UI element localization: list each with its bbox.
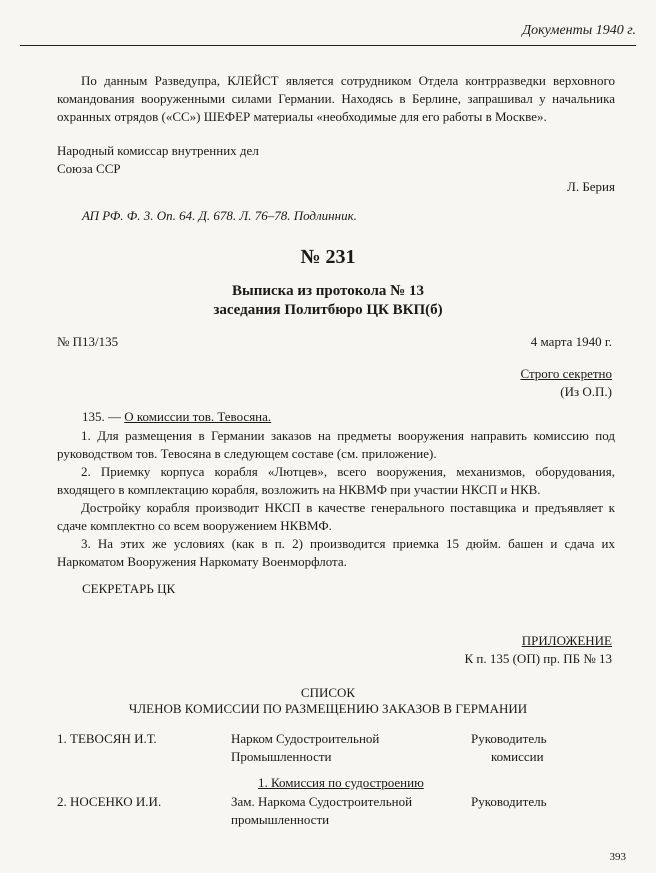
member-position — [231, 793, 471, 829]
decision-paragraph-1: 1. Для размещения в Германии заказов на предметы вооружения направить комиссию под руководством тов. Тевосяна в следующем составе (см. приложение). — [57, 428, 615, 461]
document-number: № 231 — [300, 246, 356, 268]
agenda-item-title: О комиссии тов. Тевосяна. — [124, 409, 272, 424]
member-position-line2: Промышленности — [231, 749, 332, 764]
member-position-line1: Зам. Наркома Судостроительной — [231, 794, 413, 809]
section-title: 1. Комиссия по судостроению — [258, 775, 424, 790]
document-title-line2: заседания Политбюро ЦК ВКП(б) — [213, 302, 443, 318]
protocol-number: № П13/135 — [57, 334, 119, 349]
member-role — [471, 793, 621, 811]
decision-paragraph-3: 3. На этих же условиях (как в п. 2) производится приемка 15 дюйм. башен и сдача их Наркоматом Вооружения Наркомату Военморфлота. — [57, 536, 615, 569]
member-role — [471, 730, 621, 766]
member-role-line1: Руководитель — [471, 794, 547, 809]
secretary-signature: СЕКРЕТАРЬ ЦК — [82, 581, 176, 596]
document-title-line1: Выписка из протокола № 13 — [232, 283, 424, 299]
appendix-reference: К п. 135 (ОП) пр. ПБ № 13 — [464, 651, 612, 666]
source-note: (Из О.П.) — [560, 384, 612, 399]
list-subtitle: ЧЛЕНОВ КОМИССИИ ПО РАЗМЕЩЕНИЮ ЗАКАЗОВ В ГЕРМАНИИ — [128, 701, 528, 716]
page-number: 393 — [609, 851, 626, 863]
decision-paragraph-2: 2. Приемку корпуса корабля «Лютцев», всего вооружения, механизмов, оборудования, входящего в комплектацию корабля, возложить на НКВМФ при участии НКСП и НКВ. — [57, 464, 615, 497]
member-row — [57, 730, 617, 766]
member-name: 2. НОСЕНКО И.И. — [57, 794, 162, 809]
member-position — [231, 730, 471, 766]
agenda-item-number: 135. — — [82, 409, 125, 424]
member-role-line2: комиссии — [491, 749, 544, 764]
document-date: 4 марта 1940 г. — [530, 334, 612, 349]
archive-reference: АП РФ. Ф. 3. Оп. 64. Д. 678. Л. 76–78. Подлинник. — [82, 208, 357, 223]
classification-stamp: Строго секретно — [520, 366, 612, 381]
appendix-label: ПРИЛОЖЕНИЕ — [521, 633, 612, 648]
intro-paragraph: По данным Разведупра, КЛЕЙСТ является сотрудником Отдела контрразведки верховного командования вооруженными силами Германии. Находясь в Берлине, запрашивал у начальника охранных отрядов («СС») ШЕФЕР материалы «необходимые для его работы в Москве». — [57, 73, 615, 124]
header-rule — [20, 45, 636, 46]
member-row — [57, 793, 617, 829]
signer-name: Л. Берия — [567, 179, 615, 194]
member-position-line1: Нарком Судостроительной — [231, 731, 380, 746]
signer-title-line2: Союза ССР — [57, 161, 121, 176]
member-position-line2: промышленности — [231, 812, 330, 827]
running-title: Документы 1940 г. — [522, 23, 636, 38]
list-title: СПИСОК — [300, 685, 356, 700]
member-role-line1: Руководитель — [471, 731, 547, 746]
member-name: 1. ТЕВОСЯН И.Т. — [57, 731, 157, 746]
signer-title-line1: Народный комиссар внутренних дел — [57, 143, 259, 158]
decision-paragraph-2b: Достройку корабля производит НКСП в качестве генерального поставщика и предъявляет к сдаче комплектно со всем вооружением НКВМФ. — [57, 500, 615, 533]
agenda-item — [82, 408, 271, 426]
